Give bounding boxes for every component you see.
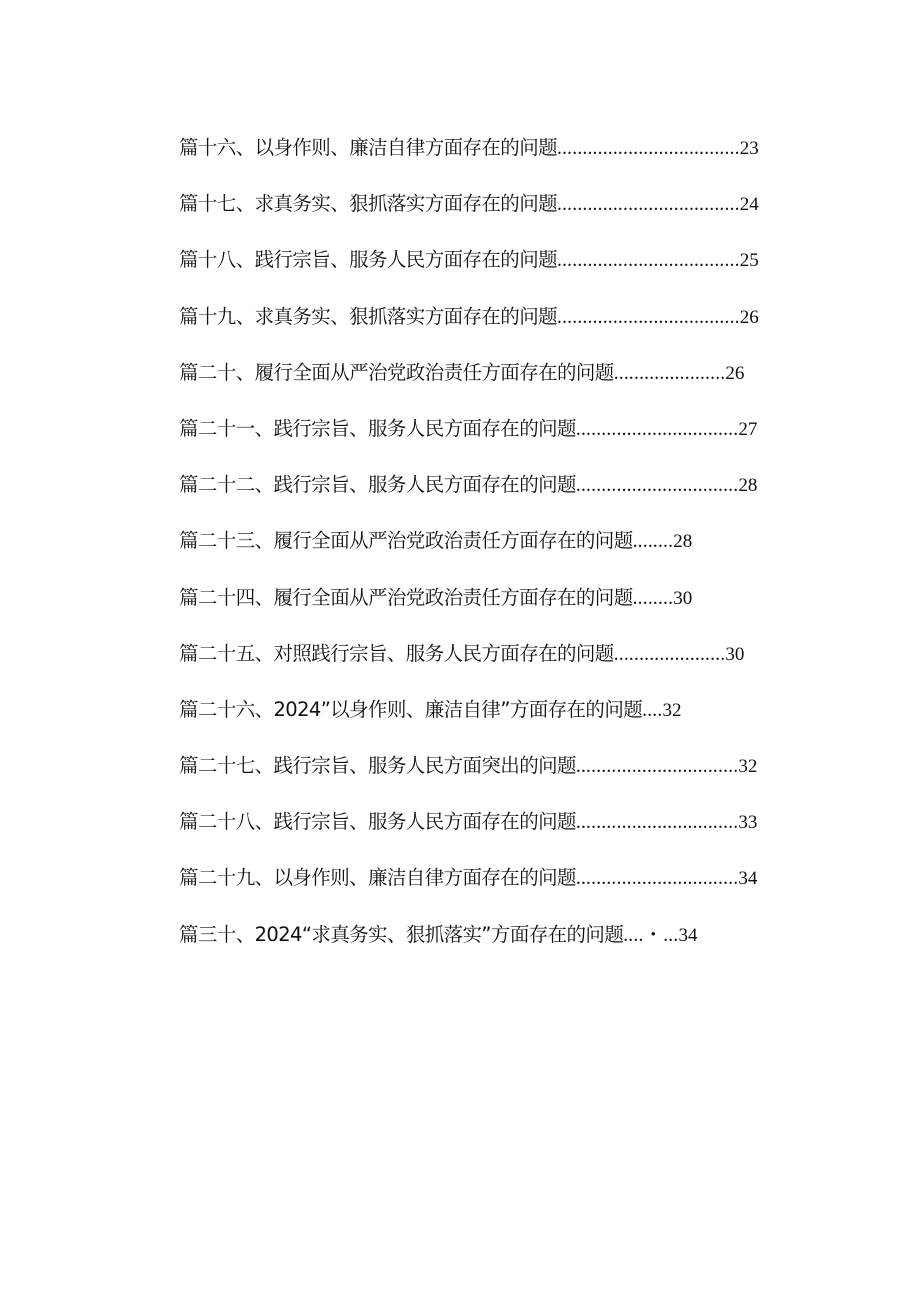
toc-entry[interactable] xyxy=(179,187,779,243)
toc-leader-dots: ................................ xyxy=(575,868,739,890)
toc-leader-dots: ...................... xyxy=(613,643,726,665)
toc-page-number: 28 xyxy=(738,475,758,497)
toc-entry-title: 篇二十二、践行宗旨、服务人民方面存在的问题 xyxy=(179,473,576,497)
toc-entry[interactable] xyxy=(179,243,779,299)
toc-leader-dots: ........ xyxy=(632,587,674,609)
toc-entry[interactable] xyxy=(179,749,779,805)
toc-entry-title: 篇十九、求真务实、狠抓落实方面存在的问题 xyxy=(179,304,558,328)
toc-page-number: 30 xyxy=(725,643,745,665)
toc-leader-dots: ...................... xyxy=(613,362,726,384)
toc-page-number: 26 xyxy=(725,362,745,384)
toc-leader-dots: .................................... xyxy=(557,194,740,216)
toc-entry-title: 篇二十三、履行全面从严治党政治责任方面存在的问题 xyxy=(179,529,633,553)
toc-entry[interactable] xyxy=(179,918,779,974)
toc-entry-title: 篇十六、以身作则、廉洁自律方面存在的问题 xyxy=(179,136,558,159)
table-of-contents xyxy=(179,131,779,974)
toc-entry[interactable] xyxy=(179,524,779,580)
toc-leader-dots: ................................ xyxy=(575,418,739,440)
toc-entry-title: 篇二十八、践行宗旨、服务人民方面存在的问题 xyxy=(179,810,576,834)
toc-page-number: 34 xyxy=(738,868,758,890)
toc-entry[interactable] xyxy=(179,637,779,693)
toc-entry[interactable] xyxy=(179,300,779,356)
toc-leader-dots: ........ xyxy=(632,531,674,553)
toc-entry[interactable] xyxy=(179,131,779,187)
toc-entry[interactable] xyxy=(179,412,779,468)
toc-entry[interactable] xyxy=(179,468,779,524)
toc-page-number: 33 xyxy=(738,812,758,834)
toc-entry-title: 篇三十、2024“求真务实、狠抓落实”方面存在的问题 xyxy=(179,922,624,946)
toc-entry[interactable] xyxy=(179,356,779,412)
toc-entry-title: 篇二十五、对照践行宗旨、服务人民方面存在的问题 xyxy=(179,641,614,665)
toc-entry[interactable] xyxy=(179,693,779,749)
toc-entry-title: 篇二十七、践行宗旨、服务人民方面突出的问题 xyxy=(179,754,576,778)
toc-entry-title: 篇二十四、履行全面从严治党政治责任方面存在的问题 xyxy=(179,585,633,609)
toc-page-number: 32 xyxy=(738,756,758,778)
toc-entry[interactable] xyxy=(179,581,779,637)
toc-page-number: 23 xyxy=(739,138,759,159)
toc-leader-dots: ................................ xyxy=(575,812,739,834)
toc-entry[interactable] xyxy=(179,805,779,861)
toc-page-number: 27 xyxy=(738,418,758,440)
toc-entry-title: 篇二十六、2024”以身作则、廉洁自律”方面存在的问题 xyxy=(179,697,643,721)
toc-entry[interactable] xyxy=(179,861,779,917)
toc-entry-title: 篇十八、践行宗旨、服务人民方面存在的问题 xyxy=(179,248,558,272)
toc-page-number: 34 xyxy=(678,924,698,946)
toc-page-number: 28 xyxy=(673,531,693,553)
toc-leader-dots: .................................... xyxy=(557,138,740,159)
toc-entry-title: 篇二十九、以身作则、廉洁自律方面存在的问题 xyxy=(179,866,576,890)
toc-leader-dots: .................................... xyxy=(557,250,740,272)
toc-entry-title: 篇二十一、践行宗旨、服务人民方面存在的问题 xyxy=(179,416,576,440)
toc-entry-title: 篇十七、求真务实、狠抓落实方面存在的问题 xyxy=(179,192,558,216)
toc-leader-dots: ................................ xyxy=(575,475,739,497)
toc-entry-title: 篇二十、履行全面从严治党政治责任方面存在的问题 xyxy=(179,360,614,384)
toc-page-number: 24 xyxy=(739,194,759,216)
toc-leader-dots: ....・... xyxy=(623,924,679,946)
toc-leader-dots: .... xyxy=(642,699,663,721)
toc-page-number: 26 xyxy=(739,306,759,328)
toc-leader-dots: .................................... xyxy=(557,306,740,328)
toc-page-number: 30 xyxy=(673,587,693,609)
toc-page-number: 32 xyxy=(662,699,682,721)
toc-page-number: 25 xyxy=(739,250,759,272)
toc-leader-dots: ................................ xyxy=(575,756,739,778)
